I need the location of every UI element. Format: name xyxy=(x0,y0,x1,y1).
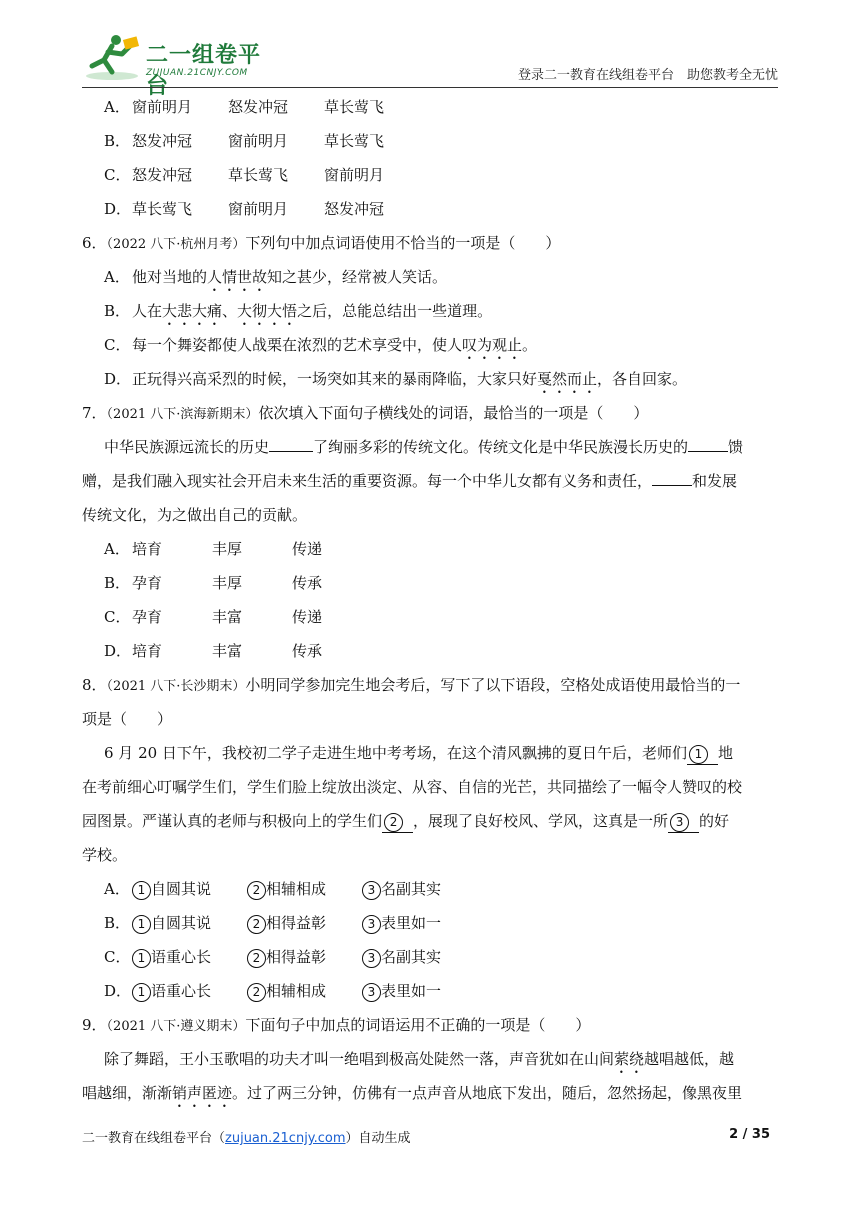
header-divider xyxy=(82,87,778,88)
q5-option-a[interactable]: A． 窗前明月 怒发冲冠 草长莺飞 xyxy=(104,98,385,116)
q8-option-a[interactable]: A． 1 自圆其说 2 相辅相成 3 名副其实 xyxy=(104,880,442,898)
q6-option-b[interactable]: B． 人在大悲大痛、大彻大悟之后，总能总结出一些道理。 xyxy=(104,302,493,320)
q8-passage-line-1: 6 月 20 日下午，我校初二学子走进生地中考考场，在这个清风飘拂的夏日午后，老师们 1 地 xyxy=(82,736,778,770)
footer-link[interactable]: zujuan.21cnjy.com xyxy=(225,1131,346,1146)
q7-option-d[interactable]: D．培育 丰富 传承 xyxy=(104,642,323,660)
q8-blank-3[interactable]: 3 xyxy=(668,811,699,833)
footer-source: 二一教育在线组卷平台（zujuan.21cnjy.com）自动生成 xyxy=(82,1131,411,1146)
page-number: 2 / 35 xyxy=(729,1127,770,1142)
blank-1[interactable] xyxy=(269,433,313,452)
q6-stem: 6．（2022 八下·杭州月考）下列句中加点词语使用不恰当的一项是（ ） xyxy=(82,234,561,252)
q7-passage-line-2: 赠，是我们融入现实社会开启未来生活的重要资源。每一个中华儿女都有义务和责任， 和发展 xyxy=(82,464,778,498)
q5-option-d[interactable]: D．草长莺飞 窗前明月 怒发冲冠 xyxy=(104,200,385,218)
q9-stem: 9．（2021 八下·遵义期末）下面句子中加点的词语运用不正确的一项是（ ） xyxy=(82,1016,591,1034)
q9-passage-line-2: 唱越细，渐渐销声匿迹。过了两三分钟，仿佛有一点声音从地底下发出，随后，忽然扬起，像黑夜里 xyxy=(82,1084,743,1102)
header-slogan: 登录二一教育在线组卷平台 助您教考全无忧 xyxy=(517,68,778,83)
q8-blank-2[interactable]: 2 xyxy=(382,811,413,833)
blank-3[interactable] xyxy=(652,467,692,486)
q8-passage-line-2: 在考前细心叮嘱学生们，学生们脸上绽放出淡定、从容、自信的光芒，共同描绘了一幅令人赞叹的校 xyxy=(82,778,743,796)
page-header xyxy=(82,28,778,99)
q6-option-c[interactable]: C． 每一个舞姿都使人战栗在浓烈的艺术享受中，使人叹为观止。 xyxy=(104,336,538,354)
q8-option-b[interactable]: B． 1 自圆其说 2 相得益彰 3 表里如一 xyxy=(104,914,442,932)
logo-subtitle: ZUJUAN.21CNJY.COM xyxy=(146,68,248,78)
q8-option-c[interactable]: C． 1 语重心长 2 相得益彰 3 名副其实 xyxy=(104,948,442,966)
q7-option-c[interactable]: C． 孕育 丰富 传递 xyxy=(104,608,323,626)
blank-2[interactable] xyxy=(688,433,728,452)
runner-logo-icon xyxy=(82,32,142,82)
q6-option-a[interactable]: A． 他对当地的人情世故知之甚少，经常被人笑话。 xyxy=(104,268,448,286)
q7-stem: 7．（2021 八下·滨海新期末）依次填入下面句子横线处的词语，最恰当的一项是（ ） xyxy=(82,404,649,422)
q6-option-d[interactable]: D．正玩得兴高采烈的时候，一场突如其来的暴雨降临，大家只好戛然而止，各自回家。 xyxy=(104,370,688,388)
q7-passage-line-1: 中华民族源远流长的历史 了绚丽多彩的传统文化。传统文化是中华民族漫长历史的 馈 xyxy=(82,430,778,464)
q7-option-b[interactable]: B． 孕育 丰厚 传承 xyxy=(104,574,323,592)
q9-passage-line-1: 除了舞蹈，王小玉歌唱的功夫才叫一绝唱到极高处陡然一落，声音犹如在山间萦绕越唱越低，越 xyxy=(104,1050,735,1068)
q7-option-a[interactable]: A． 培育 丰厚 传递 xyxy=(104,540,323,558)
q7-passage-line-3: 传统文化，为之做出自己的贡献。 xyxy=(82,506,308,524)
q8-blank-1[interactable]: 1 xyxy=(687,743,718,765)
q8-option-d[interactable]: D． 1 语重心长 2 相辅相成 3 表里如一 xyxy=(104,982,442,1000)
question-content xyxy=(82,90,778,1110)
q8-passage-line-4: 学校。 xyxy=(82,846,128,864)
q5-option-c[interactable]: C． 怒发冲冠 草长莺飞 窗前明月 xyxy=(104,166,385,184)
q8-stem: 8．（2021 八下·长沙期末）小明同学参加完生地会考后，写下了以下语段，空格处成语使用最恰当的一 xyxy=(82,676,741,694)
logo[interactable] xyxy=(82,32,282,99)
q5-option-b[interactable]: B． 怒发冲冠 窗前明月 草长莺飞 xyxy=(104,132,385,150)
logo-title: 二一组卷平台 xyxy=(146,43,262,99)
q8-passage-line-3: 园图景。严谨认真的老师与积极向上的学生们 2 ，展现了良好校风、学风，这真是一所 3 的好 xyxy=(82,804,778,838)
q8-stem-cont: 项是（ ） xyxy=(82,710,173,728)
